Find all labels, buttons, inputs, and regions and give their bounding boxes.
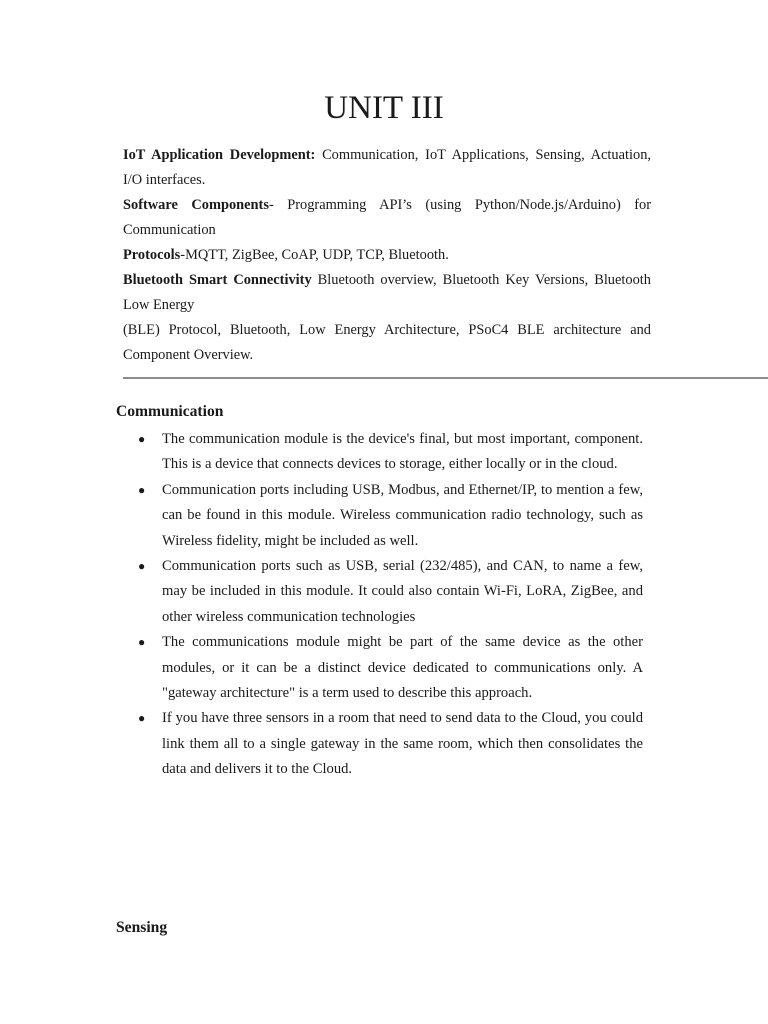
syllabus-item-text: Communication, IoT Applications, Sensing, Actuation, I/O interfaces.	[123, 147, 651, 188]
list-item-text: The communication module is the device's final, but most important, component. This is a device that connects devices to storage, either locally or in the cloud.	[162, 431, 643, 473]
list-item	[136, 554, 643, 630]
unit-title: UNIT III	[324, 90, 444, 126]
syllabus-summary	[123, 143, 651, 368]
syllabus-item-text: (BLE) Protocol, Bluetooth, Low Energy Architecture, PSoC4 BLE architecture and Component Overview.	[123, 322, 651, 363]
communication-heading: Communication	[116, 403, 224, 420]
syllabus-item-text: -MQTT, ZigBee, CoAP, UDP, TCP, Bluetooth.	[180, 247, 449, 263]
communication-bullet-list	[136, 427, 643, 783]
bullet-icon: ●	[138, 482, 146, 497]
section-divider	[123, 377, 768, 379]
syllabus-item-software-components	[123, 193, 651, 243]
syllabus-item-protocols	[123, 243, 651, 268]
bullet-icon: ●	[138, 432, 146, 446]
list-item	[136, 630, 643, 706]
syllabus-item-label: Software Components	[123, 197, 269, 213]
syllabus-item-ble-protocol	[123, 318, 651, 368]
syllabus-item-label: Protocols	[123, 247, 181, 263]
syllabus-item-iot-application-development	[123, 143, 651, 193]
list-item-text: Communication ports such as USB, serial (232/485), and CAN, to name a few, may be included in this module. It could also contain Wi-Fi, LoRA, ZigBee, and other wireless communication technologies	[162, 558, 643, 625]
syllabus-item-text: Bluetooth overview, Bluetooth Key Versions, Bluetooth Low Energy	[123, 272, 651, 313]
list-item	[136, 706, 643, 782]
syllabus-item-label: IoT Application Development:	[123, 147, 316, 163]
sensing-heading: Sensing	[116, 919, 168, 936]
syllabus-item-text: - Programming API’s (using Python/Node.js/Arduino) for Communication	[123, 197, 652, 238]
list-item	[136, 478, 643, 554]
list-item-text: The communications module might be part of the same device as the other modules, or it can be a distinct device dedicated to communications only. A "gateway architecture" is a term used to describe this approach.	[162, 634, 643, 702]
bullet-icon: ●	[138, 559, 146, 574]
syllabus-item-bluetooth-smart-connectivity	[123, 268, 651, 318]
list-item-text: Communication ports including USB, Modbus, and Ethernet/IP, to mention a few, can be found in this module. Wireless communication radio technology, such as Wireless fidelity, might be included as well.	[162, 481, 643, 549]
list-item-text: If you have three sensors in a room that need to send data to the Cloud, you could link them all to a single gateway in the same room, which then consolidates the data and delivers it to the Cloud.	[162, 710, 643, 778]
syllabus-item-label: Bluetooth Smart Connectivity	[123, 272, 312, 288]
bullet-icon: ●	[138, 635, 146, 650]
bullet-icon: ●	[138, 711, 146, 726]
list-item	[136, 427, 643, 478]
